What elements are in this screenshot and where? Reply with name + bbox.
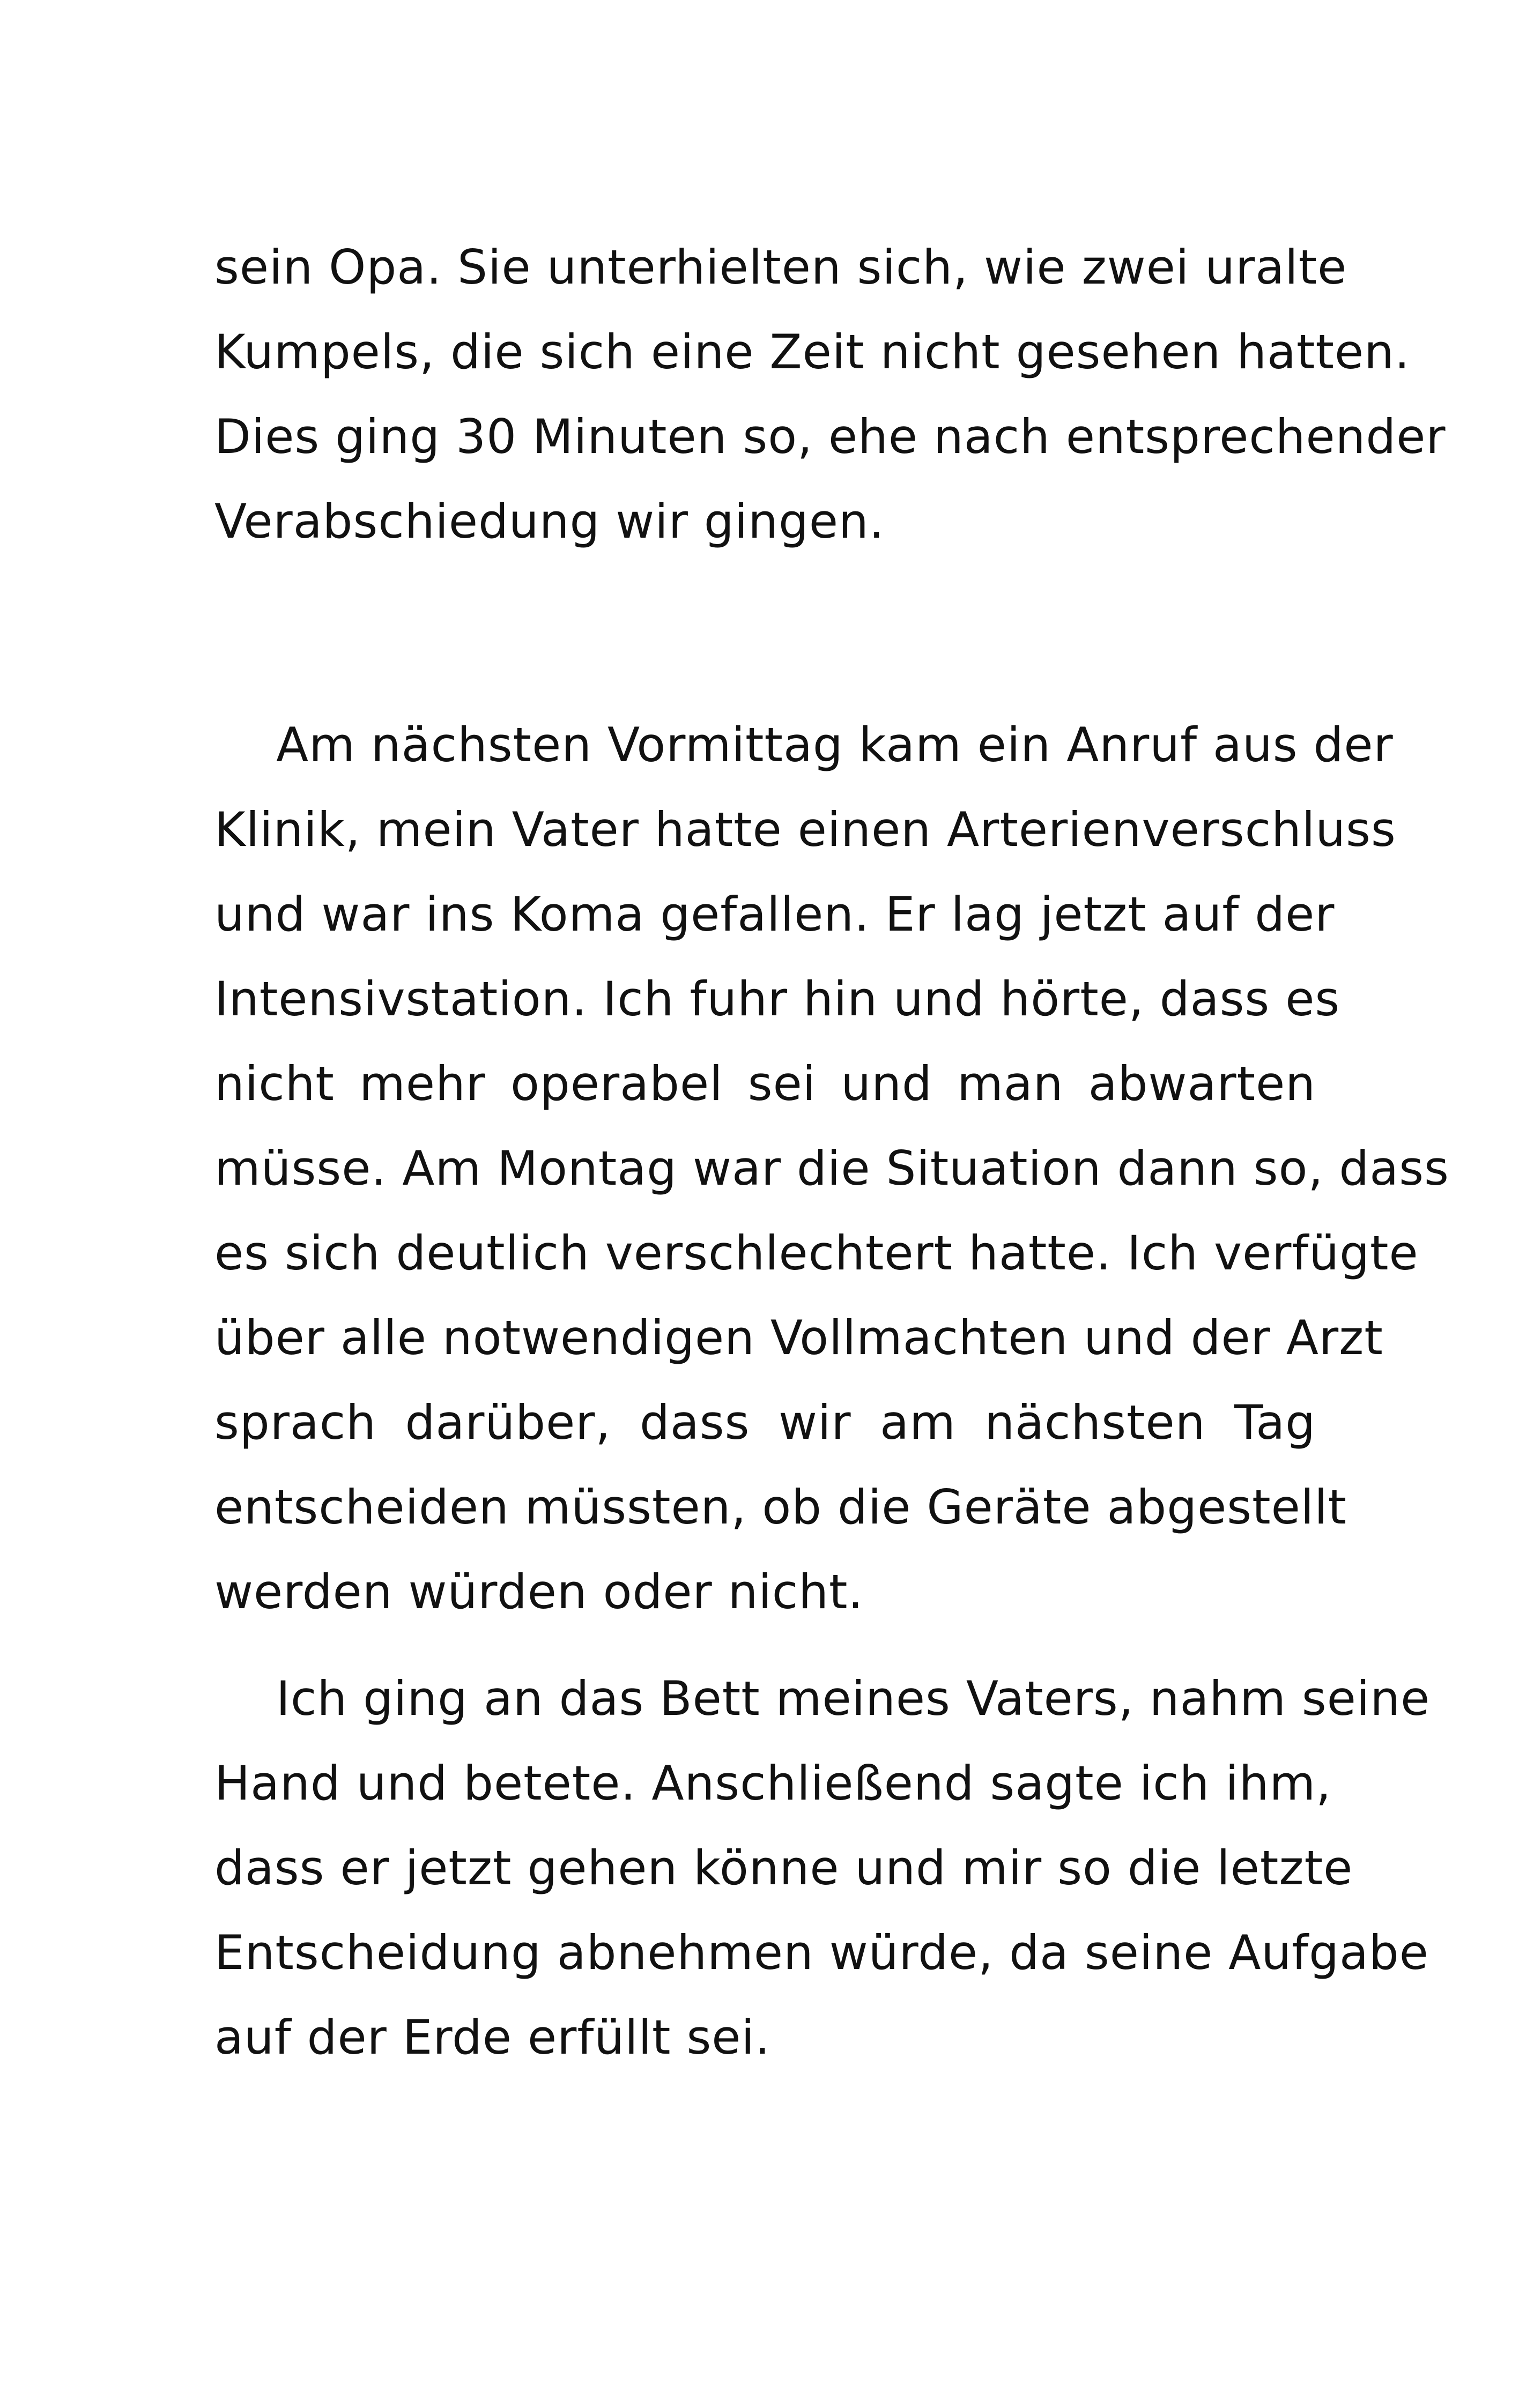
text-line: es sich deutlich verschlechtert hatte. Ich verfügte xyxy=(214,1225,1419,1281)
text-line: auf der Erde erfüllt sei. xyxy=(214,2010,770,2065)
text-line: und war ins Koma gefallen. Er lag jetzt auf der xyxy=(214,887,1335,942)
text-line: werden würden oder nicht. xyxy=(214,1564,864,1619)
text-line: entscheiden müssten, ob die Geräte abgestellt xyxy=(214,1480,1347,1535)
text-line: dass er jetzt gehen könne und mir so die letzte xyxy=(214,1840,1353,1896)
text-line: nicht mehr operabel sei und man abwarten xyxy=(214,1056,1316,1111)
text-line: Dies ging 30 Minuten so, ehe nach entsprechender xyxy=(214,409,1446,464)
text-line: Intensivstation. Ich fuhr hin und hörte, dass es xyxy=(214,971,1340,1027)
text-line: Hand und betete. Anschließend sagte ich ihm, xyxy=(214,1756,1332,1811)
paragraph-2 xyxy=(214,703,1449,1634)
text-line: Kumpels, die sich eine Zeit nicht gesehen hatten. xyxy=(214,324,1410,380)
text-line: Ich ging an das Bett meines Vaters, nahm seine xyxy=(276,1671,1431,1726)
text-line: Am nächsten Vormittag kam ein Anruf aus der xyxy=(276,717,1394,772)
text-line: Verabschiedung wir gingen. xyxy=(214,494,885,549)
text-line: müsse. Am Montag war die Situation dann so, dass xyxy=(214,1141,1449,1196)
text-line: Entscheidung abnehmen würde, da seine Aufgabe xyxy=(214,1925,1429,1980)
text-line: sein Opa. Sie unterhielten sich, wie zwei uralte xyxy=(214,240,1347,295)
paragraph-3 xyxy=(214,1656,1431,2080)
text-line: über alle notwendigen Vollmachten und der Arzt xyxy=(214,1310,1383,1365)
paragraph-1 xyxy=(214,225,1446,564)
text-line: sprach darüber, dass wir am nächsten Tag xyxy=(214,1395,1316,1450)
text-line: Klinik, mein Vater hatte einen Arterienverschluss xyxy=(214,802,1396,857)
